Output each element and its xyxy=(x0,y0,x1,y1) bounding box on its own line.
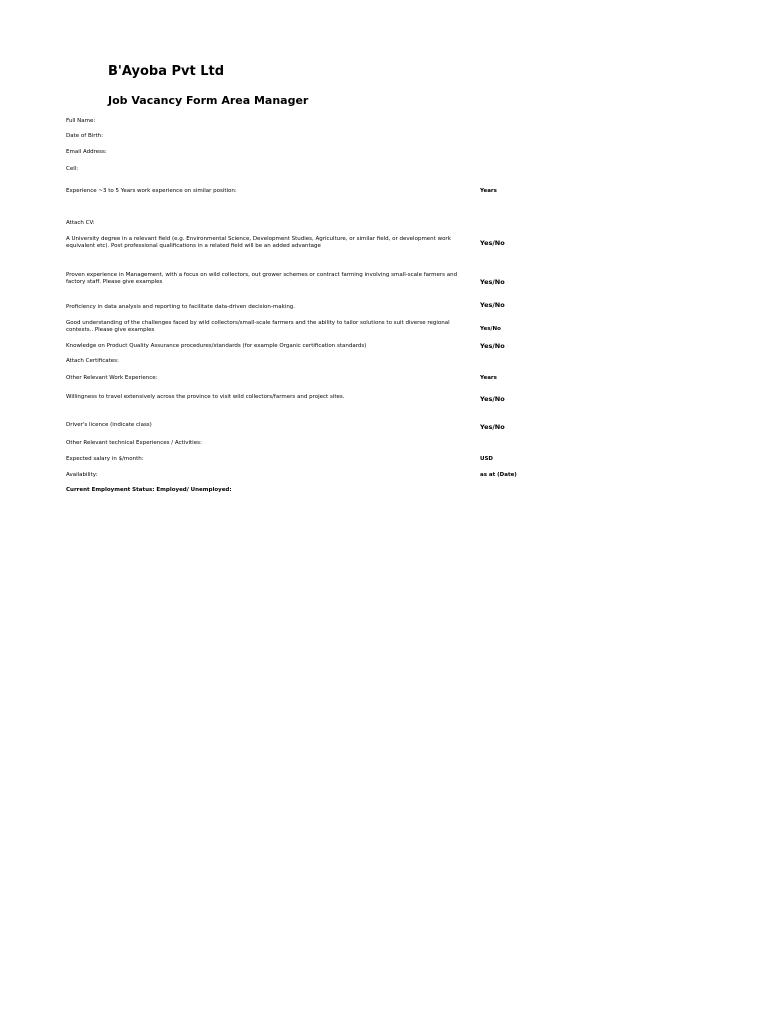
challenges-label: Good understanding of the challenges faced by wild collectors/small-scale farmers and the ability to tailor solutions to suit diverse regional contexts.. Please give examples xyxy=(66,320,450,333)
degree-answer: Yes/No xyxy=(480,239,505,247)
full-name-label: Full Name: xyxy=(66,118,96,124)
licence-answer: Yes/No xyxy=(480,423,505,431)
salary-label: Expected salary in $/month: xyxy=(66,456,144,462)
travel-label: Willingness to travel extensively across the province to visit wild collectors/farmers and project sites. xyxy=(66,394,345,400)
experience-answer: Years xyxy=(480,188,497,194)
management-label: Proven experience in Management, with a focus on wild collectors, out grower schemes or contract farming involving small-scale farmers and factory staff. Please give examples xyxy=(66,272,458,285)
form-title: Job Vacancy Form Area Manager xyxy=(108,94,309,107)
attach-certificates-label: Attach Certificates: xyxy=(66,358,119,364)
licence-label: Driver's licence (indicate class) xyxy=(66,422,152,428)
degree-label: A University degree in a relevant field (e.g. Environmental Science, Development Studies, Agriculture, or similar field, or development work equivalent etc). Post professional qualifications in a related field will be an added advantage xyxy=(66,236,451,249)
email-label: Email Address: xyxy=(66,149,107,155)
availability-answer: as at (Date) xyxy=(480,472,517,478)
cell-label: Cell: xyxy=(66,166,79,172)
other-work-answer: Years xyxy=(480,375,497,381)
salary-answer: USD xyxy=(480,456,493,462)
challenges-answer: Yes/No xyxy=(480,326,501,332)
travel-answer: Yes/No xyxy=(480,395,505,403)
quality-label: Knowledge on Product Quality Assurance procedures/standards (for example Organic certification standards) xyxy=(66,343,367,349)
management-answer: Yes/No xyxy=(480,278,505,286)
technical-label: Other Relevant technical Experiences / Activities: xyxy=(66,440,202,446)
employment-status-label: Current Employment Status: Employed/ Unemployed: xyxy=(66,487,232,493)
company-name: B'Ayoba Pvt Ltd xyxy=(108,64,225,79)
attach-cv-label: Attach CV: xyxy=(66,220,95,226)
data-analysis-label: Proficiency in data analysis and reporting to facilitate data-driven decision-making. xyxy=(66,304,296,310)
dob-label: Date of Birth: xyxy=(66,133,104,139)
availability-label: Availability: xyxy=(66,472,98,478)
other-work-label: Other Relevant Work Experience: xyxy=(66,375,158,381)
experience-label: Experience ~3 to 5 Years work experience on similar position: xyxy=(66,188,237,194)
quality-answer: Yes/No xyxy=(480,342,505,350)
data-analysis-answer: Yes/No xyxy=(480,301,505,309)
